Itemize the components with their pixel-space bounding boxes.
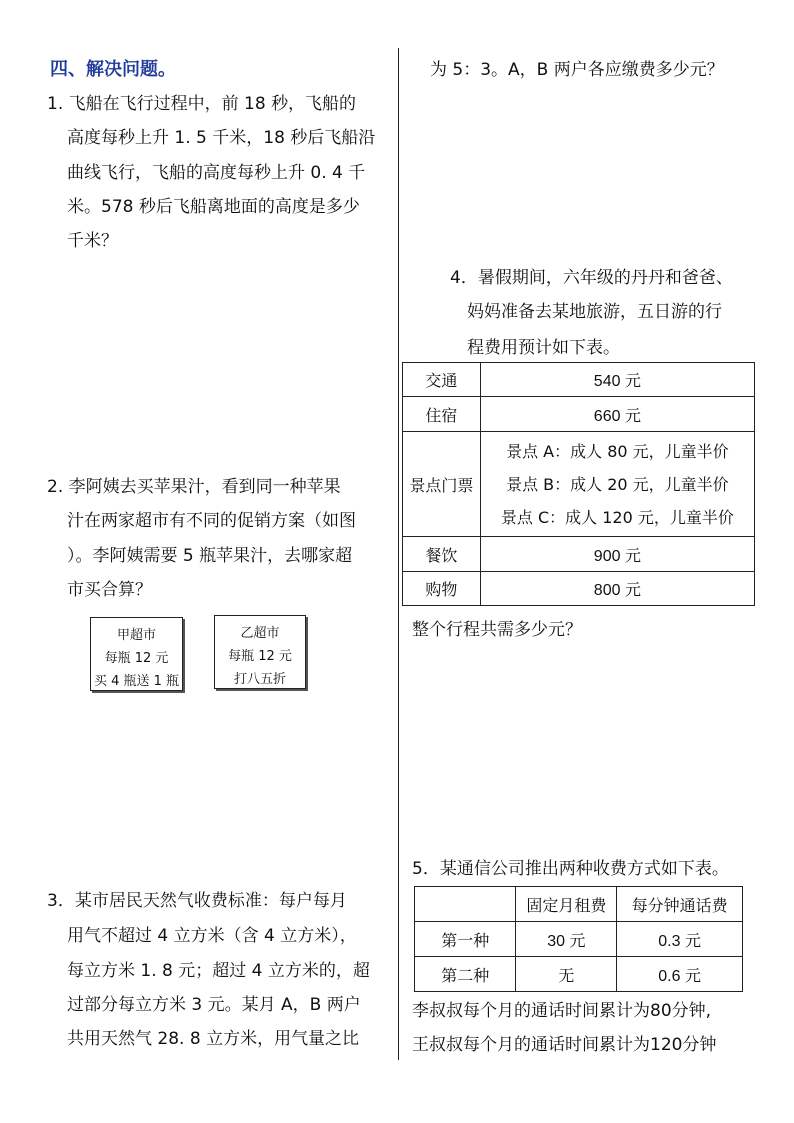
table-cell: 0.3 元	[617, 922, 743, 957]
table-row	[403, 363, 755, 397]
store-b-promo-box	[214, 615, 306, 689]
table-cell: 第二种	[415, 957, 516, 992]
cost-label-transport: 交通	[403, 363, 481, 397]
table-cell: 0.6 元	[617, 957, 743, 992]
ticket-prices-cell	[480, 432, 754, 537]
question-text-line: 整个行程共需多少元？	[412, 620, 582, 640]
question-text-line: 高度每秒上升 1. 5 千米，18 秒后飞船沿	[67, 128, 376, 148]
store-a-promo: 买 4 瓶送 1 瓶	[93, 674, 180, 689]
table-cell: 无	[516, 957, 617, 992]
cost-label-lodging: 住宿	[403, 397, 481, 432]
question-text-line: 为 5：3。A，B 两户各应缴费多少元？	[430, 60, 724, 80]
question-text-line: 妈妈准备去某地旅游，五日游的行	[467, 302, 722, 322]
ticket-price-c: 景点 C：成人 120 元，儿童半价	[500, 507, 734, 527]
table-header-cell: 每分钟通话费	[617, 887, 743, 922]
question-text-line: 程费用预计如下表。	[467, 338, 620, 358]
table-row	[415, 957, 743, 992]
question-text-line: 2. 李阿姨去买苹果汁，看到同一种苹果	[47, 477, 341, 497]
question-text-line: 4．暑假期间，六年级的丹丹和爸爸、	[450, 268, 733, 288]
store-a-promo-box	[90, 617, 183, 691]
cost-value-transport: 540 元	[480, 363, 754, 397]
question-text-line: 千米？	[67, 231, 118, 251]
table-row	[403, 432, 755, 537]
section-title: 四、解决问题。	[50, 59, 176, 80]
question-text-line: 过部分每立方米 3 元。某月 A，B 两户	[67, 995, 361, 1015]
question-text-line: 共用天然气 28. 8 立方米，用气量之比	[67, 1029, 360, 1049]
question-text-line: 每立方米 1. 8 元；超过 4 立方米的，超	[67, 961, 370, 981]
table-header-cell: 固定月租费	[516, 887, 617, 922]
ticket-price-b: 景点 B：成人 20 元，儿童半价	[506, 474, 729, 494]
ticket-price-a: 景点 A：成人 80 元，儿童半价	[506, 441, 729, 461]
question-text-line: 3．某市居民天然气收费标准：每户每月	[47, 891, 347, 911]
question-text-line: 用气不超过 4 立方米（含 4 立方米），	[67, 926, 357, 946]
store-b-name: 乙超市	[240, 626, 280, 641]
cost-value-dining: 900 元	[480, 537, 754, 572]
store-a-name: 甲超市	[116, 628, 156, 643]
cost-label-dining: 餐饮	[403, 537, 481, 572]
table-row	[415, 922, 743, 957]
question-text-line: 汁在两家超市有不同的促销方案（如图	[67, 511, 356, 531]
store-b-price: 每瓶 12 元	[228, 649, 292, 664]
question-text-line: 曲线飞行，飞船的高度每秒上升 0. 4 千	[67, 163, 366, 183]
store-a-price: 每瓶 12 元	[104, 651, 169, 666]
trip-cost-table	[402, 362, 755, 606]
question-text-line: 5．某通信公司推出两种收费方式如下表。	[412, 859, 729, 879]
cost-label-shopping: 购物	[403, 572, 481, 606]
cost-value-shopping: 800 元	[480, 572, 754, 606]
cost-label-tickets: 景点门票	[403, 432, 481, 537]
question-text-line: ）。李阿姨需要 5 瓶苹果汁，去哪家超	[67, 546, 353, 566]
table-row	[403, 537, 755, 572]
question-text-line: 市买合算？	[67, 580, 152, 600]
table-header-cell	[415, 887, 516, 922]
table-row	[403, 572, 755, 606]
table-header-row	[415, 887, 743, 922]
table-cell: 第一种	[415, 922, 516, 957]
table-row	[403, 397, 755, 432]
question-text-line: 1. 飞船在飞行过程中，前 18 秒，飞船的	[47, 94, 357, 114]
question-text-line: 米。578 秒后飞船离地面的高度是多少	[67, 197, 360, 217]
question-text-line: 李叔叔每个月的通话时间累计为80分钟,	[412, 1001, 712, 1021]
column-divider	[398, 48, 399, 1060]
table-cell: 30 元	[516, 922, 617, 957]
cost-value-lodging: 660 元	[480, 397, 754, 432]
question-text-line: 王叔叔每个月的通话时间累计为120分钟	[412, 1035, 717, 1055]
phone-plan-table	[414, 886, 743, 992]
store-b-promo: 打八五折	[233, 672, 286, 687]
